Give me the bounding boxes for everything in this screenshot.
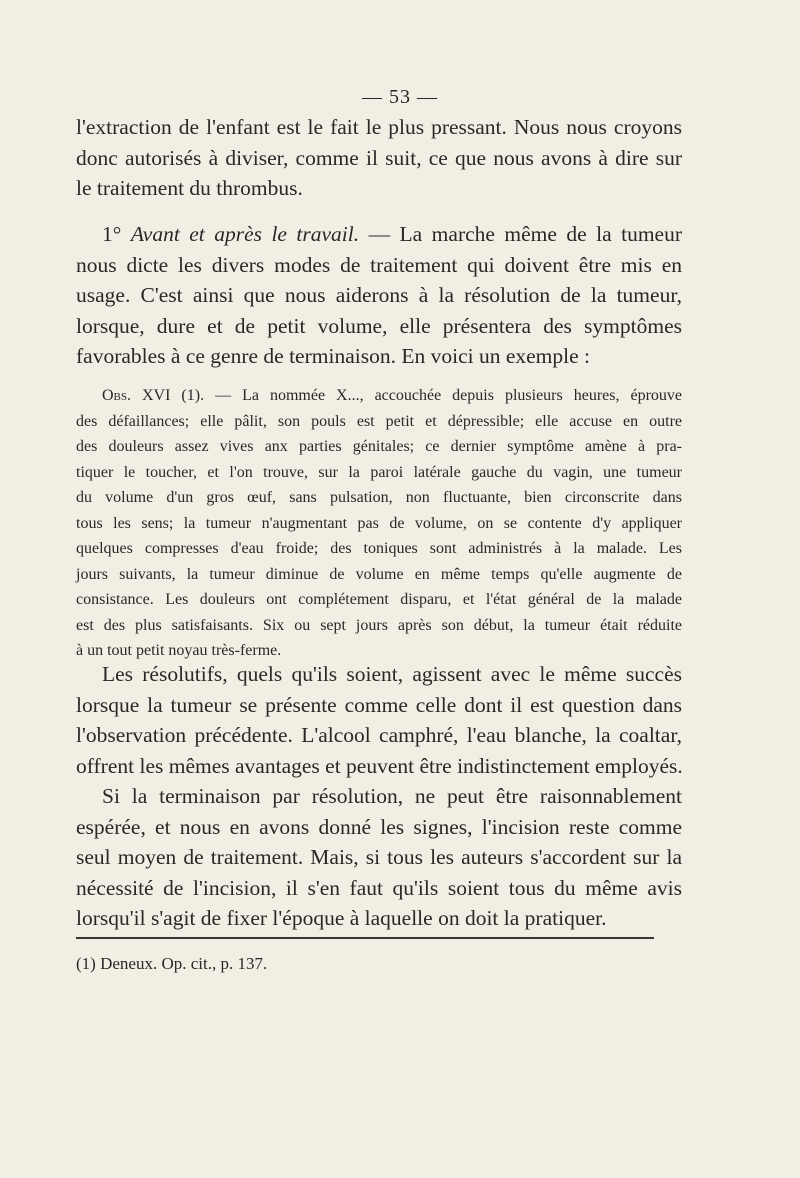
paragraph — [76, 659, 682, 781]
footnote-divider — [76, 937, 654, 939]
text-line: favorables à ce genre de terminaison. En voici un exemple : — [76, 344, 591, 368]
text-line: tous les sens; la tumeur n'augmentant pas de volume, on se contente d'y appliquer — [76, 514, 682, 532]
text-line: le traitement du thrombus. — [76, 176, 303, 200]
footnote: (1) Deneux. Op. cit., p. 137. — [76, 954, 268, 973]
text-line: à un tout petit noyau très-ferme. — [76, 642, 282, 659]
section-paragraph — [76, 219, 682, 372]
section-heading: Avant et après le travail. — [130, 222, 360, 246]
text-line: seul moyen de traitement. Mais, si tous les auteurs s'accordent sur la — [76, 845, 682, 869]
text-line: offrent les mêmes avantages et peuvent être indistinctement employés. — [76, 753, 683, 778]
text-line: Les résolutifs, quels qu'ils soient, agissent avec le même succès — [102, 662, 682, 686]
paragraph — [76, 781, 682, 934]
text-line: lorsqu'il s'agit de fixer l'époque à laquelle on doit la pratiquer. — [76, 906, 607, 930]
text-line: donc autorisés à diviser, comme il suit, ce que nous avons à dire sur — [76, 145, 682, 170]
text-line: jours suivants, la tumeur diminue de volume en même temps qu'elle augmente de — [76, 565, 682, 583]
observation-label: Obs. XVI (1). — [102, 387, 205, 404]
text-fragment: — La nommée X..., accouchée depuis plusieurs heures, éprouve — [204, 387, 682, 404]
text-line: usage. C'est ainsi que nous aiderons à la résolution de la tumeur, — [76, 283, 682, 307]
text-fragment: — La marche même de la tumeur — [359, 222, 683, 246]
text-line: du volume d'un gros œuf, sans pulsation, non fluctuante, bien circonscrite dans — [76, 489, 682, 506]
text-line — [76, 219, 682, 250]
text-line: quelques compresses d'eau froide; des toniques sont administrés à la malade. Les — [76, 540, 682, 557]
section-number: 1° — [102, 222, 122, 246]
text-line: consistance. Les douleurs ont complétement disparu, et l'état général de la malade — [76, 591, 682, 608]
text-line: espérée, et nous en avons donné les signes, l'incision reste comme — [76, 814, 682, 839]
page-number: — 53 — — [362, 86, 438, 108]
text-line: des défaillances; elle pâlit, son pouls est petit et dépressible; elle accuse en outre — [76, 412, 682, 430]
text-line: des douleurs assez vives anx parties génitales; ce dernier symptôme amène à pra- — [76, 438, 682, 455]
text-line: l'extraction de l'enfant est le fait le plus pressant. Nous nous croyons — [76, 115, 682, 139]
text-line: lorsque, dure et de petit volume, elle présentera des symptômes — [76, 313, 682, 338]
observation-block — [76, 383, 682, 664]
text-line: nous dicte les divers modes de traitement qui doivent être mis en — [76, 252, 682, 277]
text-line: Si la terminaison par résolution, ne peut être raisonnablement — [102, 784, 682, 808]
text-line — [76, 383, 682, 409]
text-line: l'observation précédente. L'alcool camphré, l'eau blanche, la coaltar, — [76, 723, 682, 747]
text-line: nécessité de l'incision, il s'en faut qu'ils soient tous du même avis — [76, 875, 682, 900]
text-line: tiquer le toucher, et l'on trouve, sur la paroi latérale gauche du vagin, une tumeur — [76, 463, 682, 481]
intro-paragraph — [76, 112, 682, 204]
text-line: est des plus satisfaisants. Six ou sept jours après son début, la tumeur était réduite — [76, 616, 682, 634]
text-line: lorsque la tumeur se présente comme celle dont il est question dans — [76, 692, 682, 717]
